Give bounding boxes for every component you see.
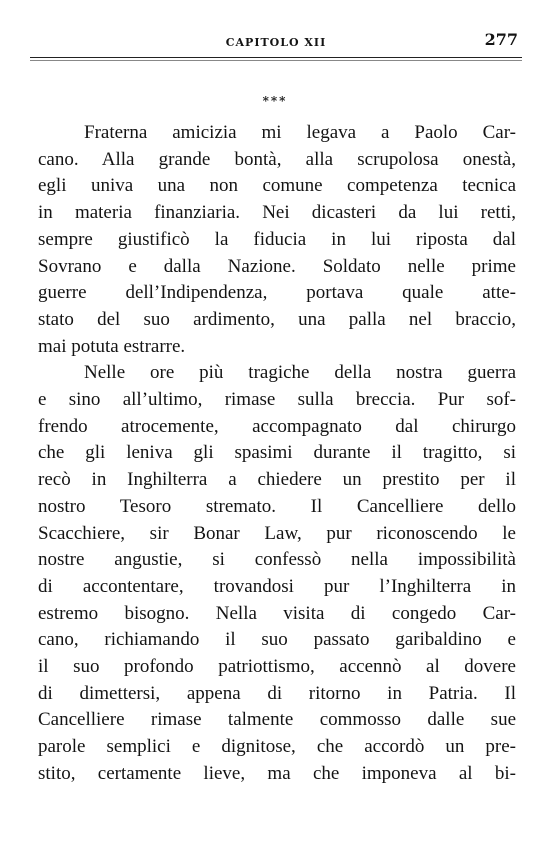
running-header <box>30 24 522 54</box>
text-line: recò in Inghilterra a chiedere un prestito per il <box>38 469 516 491</box>
body-text <box>38 120 516 788</box>
header-rule-thin <box>30 60 522 61</box>
header-rule <box>30 57 522 58</box>
text-line: Sovrano e dalla Nazione. Soldato nelle prime <box>38 255 516 277</box>
text-line: in materia finanziaria. Nei dicasteri da lui retti, <box>38 202 516 224</box>
text-line: estremo bisogno. Nella visita di congedo Car- <box>38 602 516 624</box>
text-line: egli univa una non comune competenza tecnica <box>38 175 516 197</box>
text-line: stato del suo ardimento, una palla nel braccio, <box>38 308 516 330</box>
text-line: Scacchiere, sir Bonar Law, pur riconoscendo le <box>38 522 516 544</box>
text-line: sempre giustificò la fiducia in lui riposta dal <box>38 228 516 250</box>
paragraph-1 <box>38 120 516 360</box>
text-line: di accontentare, trovandosi pur l’Inghilterra in <box>38 575 516 597</box>
text-line: che gli leniva gli spasimi durante il tragitto, si <box>38 442 516 464</box>
section-separator: *** <box>262 94 288 108</box>
text-line: Cancelliere rimase talmente commosso dalle sue <box>38 709 516 731</box>
text-line: nostre angustie, si confessò nella impossibilità <box>38 549 516 571</box>
text-line: cano, richiamando il suo passato garibaldino e <box>38 629 516 651</box>
text-line: Nelle ore più tragiche della nostra guerra <box>84 362 516 384</box>
paragraph-2 <box>38 360 516 787</box>
text-line: guerre dell’Indipendenza, portava quale atte- <box>38 282 516 304</box>
text-line: il suo profondo patriottismo, accennò al dovere <box>38 656 516 678</box>
text-line: e sino all’ultimo, rimase sulla breccia. Pur sof- <box>38 389 516 411</box>
text-line: Fraterna amicizia mi legava a Paolo Car- <box>84 122 516 143</box>
text-line: cano. Alla grande bontà, alla scrupolosa onestà, <box>38 148 516 170</box>
text-line: frendo atrocemente, accompagnato dal chirurgo <box>38 415 516 437</box>
chapter-title: CAPITOLO XII <box>225 36 327 49</box>
text-line: stito, certamente lieve, ma che imponeva al bi- <box>38 762 516 784</box>
text-line: nostro Tesoro stremato. Il Cancelliere dello <box>38 495 516 517</box>
text-line: parole semplici e dignitose, che accordò un pre- <box>38 736 516 758</box>
page-number: 277 <box>484 30 518 49</box>
text-line: mai potuta estrarre. <box>38 335 186 357</box>
text-line: di dimettersi, appena di ritorno in Patria. Il <box>38 682 516 704</box>
